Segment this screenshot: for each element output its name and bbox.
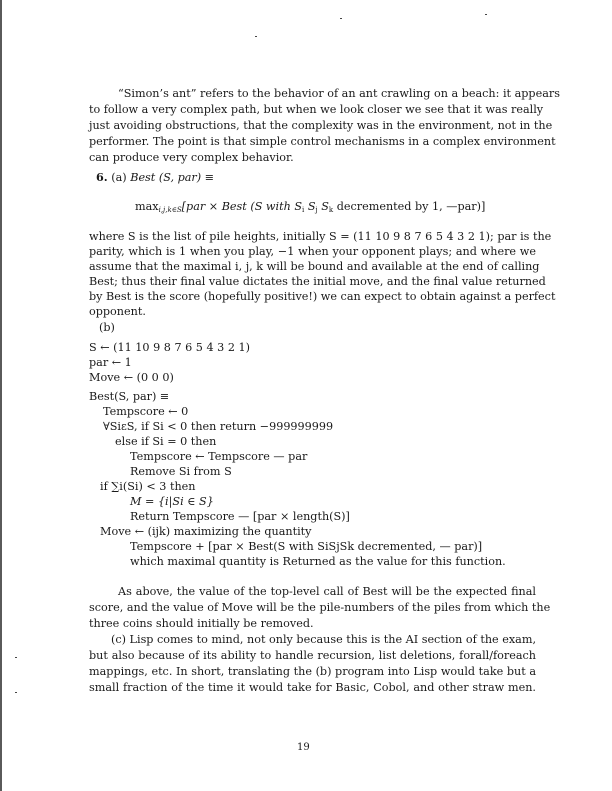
code-line: Return Tempscore — [par × length(S)] — [130, 510, 350, 523]
text-line: As above, the value of the top-level call of Best will be the expected final — [118, 585, 536, 598]
text-line: three coins should initially be removed. — [89, 617, 314, 630]
code-line: Move ← (0 0 0) — [89, 371, 174, 384]
formula-tail: decremented by 1, —par)] — [333, 200, 486, 213]
question-number: 6. — [96, 170, 108, 184]
code-line: Best(S, par) ≡ — [89, 390, 170, 403]
code-line: par ← 1 — [89, 356, 132, 369]
max-subscript: i,j,k∈S — [158, 206, 182, 214]
code-line: Move ← (ijk) maximizing the quantity — [100, 525, 312, 538]
text-line: opponent. — [89, 305, 146, 318]
text-line: but also because of its ability to handle recursion, list deletions, forall/foreach — [89, 649, 536, 662]
text-line: (c) Lisp comes to mind, not only because this is the AI section of the exam, — [111, 633, 536, 646]
scan-speck — [15, 692, 17, 693]
text-line: to follow a very complex path, but when we look closer we see that it was really — [89, 103, 544, 116]
text-line: small fraction of the time it would take for Basic, Cobol, and other straw men. — [89, 681, 536, 694]
text-line: performer. The point is that simple control mechanisms in a complex environment — [89, 135, 556, 148]
text-line: mappings, etc. In short, translating the (b) program into Lisp would take but a — [89, 665, 536, 678]
code-line: M = {i|Si ∈ S} — [130, 495, 214, 508]
part-label: (a) — [111, 171, 127, 184]
code-line: ∀SiεS, if Si < 0 then return −999999999 — [103, 420, 334, 433]
best-definition: Best (S, par) ≡ — [130, 171, 215, 184]
subscript-i: i — [302, 206, 305, 214]
code-line: S ← (11 10 9 8 7 6 5 4 3 2 1) — [89, 341, 250, 354]
scan-speck — [15, 657, 17, 658]
code-line: Tempscore ← Tempscore — par — [130, 450, 308, 463]
part-b-label: (b) — [99, 321, 115, 334]
text-line: parity, which is 1 when you play, −1 when your opponent plays; and where we — [89, 245, 536, 258]
code-line: else if Si = 0 then — [115, 435, 217, 448]
code-line: Remove Si from S — [130, 465, 232, 478]
code-line: Tempscore ← 0 — [103, 405, 189, 418]
page-number: 19 — [297, 742, 310, 753]
text-line: score, and the value of Move will be the pile-numbers of the piles from which the — [89, 601, 551, 614]
question-6a-heading — [96, 170, 214, 185]
scan-edge — [0, 0, 2, 791]
text-line: assume that the maximal i, j, k will be bound and available at the end of calling — [89, 260, 540, 273]
code-line: if ∑i(Si) < 3 then — [100, 480, 196, 493]
text-line: just avoiding obstructions, that the complexity was in the environment, not in the — [89, 119, 553, 132]
text-line: where S is the list of pile heights, initially S = (11 10 9 8 7 6 5 4 3 2 1); par is the — [89, 230, 552, 243]
text-line: Best; thus their final value dictates the initial move, and the final value returned — [89, 275, 546, 288]
text-line: by Best is the score (hopefully positive!) we can expect to obtain against a perfect — [89, 290, 556, 303]
max-formula: $\max_{i,j,k\in S}[par$ × Best (S with $S_i$ $S_j$ $S_k$ decremented by 1, —par)] — [135, 200, 486, 214]
formula-body: [par × Best (S with S — [181, 200, 302, 213]
code-line: which maximal quantity is Returned as the value for this function. — [130, 555, 506, 568]
text-line: “Simon’s ant” refers to the behavior of an ant crawling on a beach: it appears — [118, 87, 560, 100]
scan-speck — [485, 14, 487, 15]
text-line: can produce very complex behavior. — [89, 151, 294, 164]
scan-speck — [255, 36, 257, 37]
subscript-j: j — [315, 206, 318, 214]
code-line: Tempscore + [par × Best(S with SiSjSk decremented, — par)] — [130, 540, 483, 553]
max-operator: max — [135, 200, 159, 213]
subscript-k: k — [328, 206, 334, 214]
scan-speck — [340, 18, 342, 19]
